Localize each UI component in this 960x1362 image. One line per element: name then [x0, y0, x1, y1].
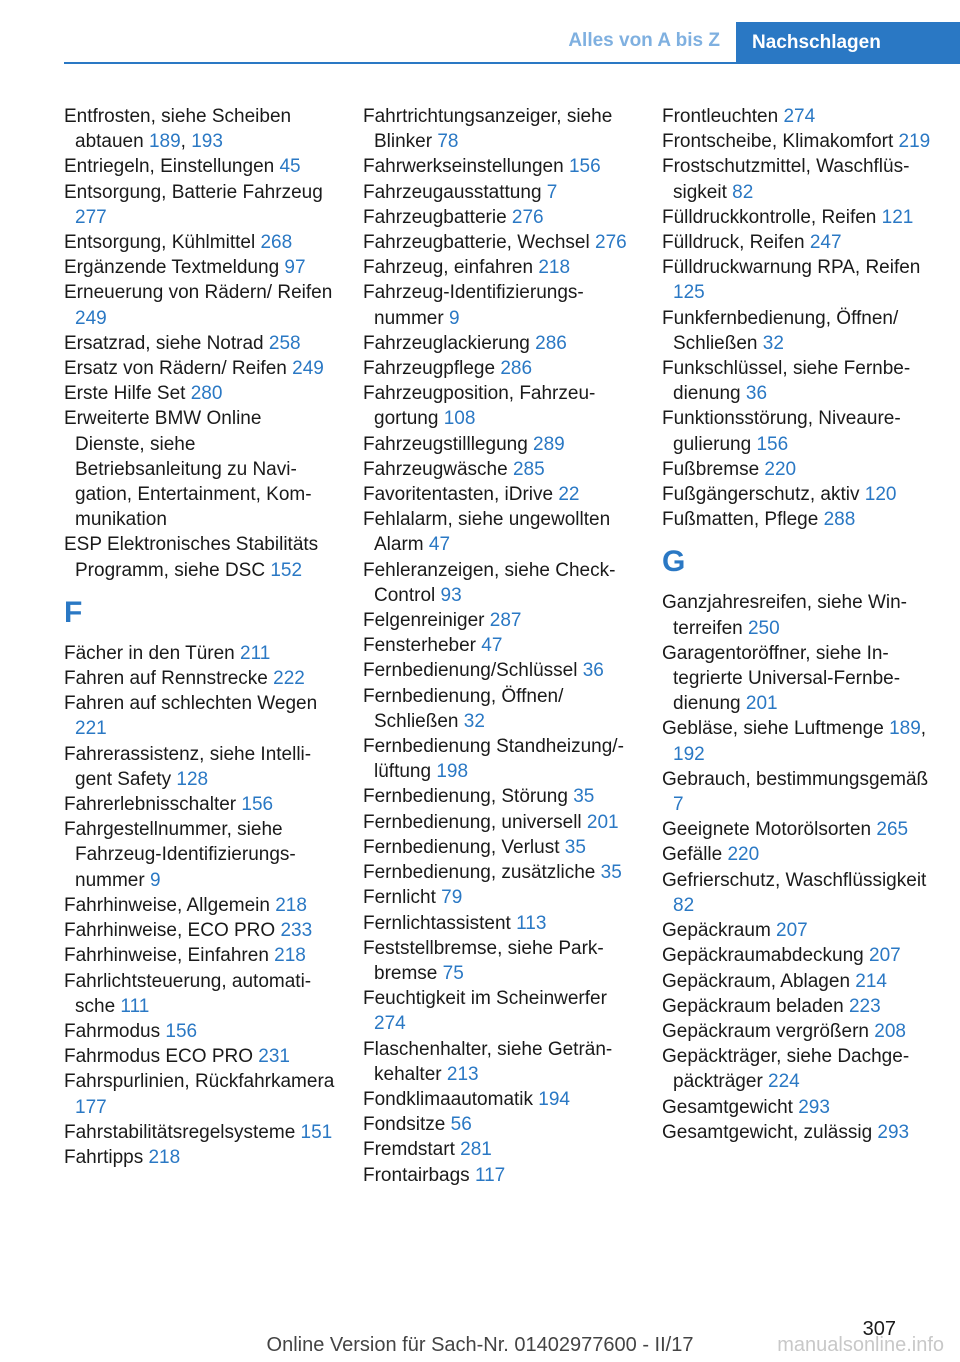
- index-entry: [662, 1019, 934, 1044]
- index-entry-text: Fahrzeugwäsche: [363, 458, 513, 480]
- index-entry-text: Fahrerassistenz, siehe Intelligent Safety: [64, 743, 312, 790]
- index-entry-text: Feuchtigkeit im Scheinwerfer: [363, 988, 607, 1010]
- page-link[interactable]: 268: [260, 232, 293, 254]
- index-entry: [363, 1037, 635, 1087]
- index-entry-text: Geeignete Motorölsorten: [662, 819, 877, 841]
- page-separator: ,: [920, 718, 927, 740]
- index-entry-text: Ganzjahresreifen, siehe Winterreifen: [662, 592, 907, 639]
- index-entry-text: Fülldruckkontrolle, Reifen: [662, 206, 882, 228]
- page-link[interactable]: 9: [149, 869, 161, 891]
- index-entry: [662, 306, 934, 356]
- page-link[interactable]: 293: [798, 1096, 830, 1118]
- page-link[interactable]: 218: [538, 257, 571, 279]
- page-link[interactable]: 151: [300, 1121, 333, 1143]
- index-entry-text: Erneuerung von Rädern/ Reifen: [64, 282, 333, 304]
- index-entry: [363, 1163, 635, 1188]
- index-entry: [64, 918, 336, 943]
- page-link[interactable]: 274: [374, 1013, 406, 1035]
- index-entry: [363, 1087, 635, 1112]
- index-entry: [64, 104, 336, 154]
- page-link[interactable]: 125: [673, 282, 705, 304]
- index-entry-text: Frostschutzmittel, Waschflüssigkeit: [662, 156, 910, 203]
- index-entry-text: Felgenreiniger: [363, 610, 490, 632]
- index-entry: [363, 835, 635, 860]
- page-link[interactable]: 286: [535, 332, 567, 354]
- index-entry-text: Fahrzeugposition, Fahrzeugortung: [363, 383, 596, 430]
- index-entry: [64, 154, 336, 179]
- index-entry: [64, 641, 336, 666]
- index-entry: [64, 817, 336, 893]
- index-entry-text: Fremdstart: [363, 1139, 461, 1161]
- page-link[interactable]: 32: [762, 332, 784, 354]
- index-entry-text: Fahrzeugbatterie, Wechsel: [363, 232, 595, 254]
- index-entry-text: Fondklimaautomatik: [363, 1088, 539, 1110]
- page-link[interactable]: 36: [582, 660, 604, 682]
- page-link[interactable]: 249: [75, 307, 107, 329]
- page-link[interactable]: 221: [75, 718, 107, 740]
- index-entry: [363, 280, 635, 330]
- section-tab[interactable]: Nachschlagen: [736, 22, 960, 64]
- index-entry-text: Gefälle: [662, 844, 728, 866]
- index-entry: [662, 356, 934, 406]
- index-entry-text: Fußbremse: [662, 458, 765, 480]
- index-entry-text: Fahrzeugausstattung: [363, 181, 547, 203]
- page-link[interactable]: 224: [768, 1071, 800, 1093]
- index-entry: [662, 482, 934, 507]
- page-link[interactable]: 189: [889, 718, 921, 740]
- index-entry-text: Fehlalarm, siehe ungewollten Alarm: [363, 509, 611, 556]
- index-entry: [363, 784, 635, 809]
- page-link[interactable]: 93: [440, 584, 462, 606]
- page-link[interactable]: 35: [573, 786, 595, 808]
- index-entry-text: Fahrspurlinien, Rückfahrkamera: [64, 1071, 335, 1093]
- index-entry-text: Fernbedienung Standheizung/-lüftung: [363, 736, 624, 783]
- index-entry: [662, 716, 934, 766]
- index-entry: [64, 792, 336, 817]
- page-link[interactable]: 36: [745, 383, 768, 405]
- index-entry: [662, 129, 934, 154]
- page-link[interactable]: 120: [864, 484, 897, 506]
- page-link[interactable]: 82: [673, 894, 695, 916]
- page-link[interactable]: 247: [809, 232, 842, 254]
- page-link[interactable]: 285: [512, 458, 545, 480]
- index-entry: [64, 1145, 336, 1170]
- index-entry: [363, 633, 635, 658]
- index-entry: [64, 691, 336, 741]
- index-entry-text: Fahrhinweise, Einfahren: [64, 945, 275, 967]
- breadcrumb[interactable]: Alles von A bis Z: [568, 30, 720, 51]
- page-link[interactable]: 189: [148, 131, 181, 153]
- index-entry: [363, 331, 635, 356]
- index-entry: [662, 641, 934, 717]
- index-entry-text: Entfrosten, siehe Scheiben abtauen: [64, 106, 292, 153]
- page-link[interactable]: 258: [268, 332, 301, 354]
- page-link[interactable]: 32: [463, 710, 485, 732]
- index-entry-text: Fernbedienung, Störung: [363, 786, 574, 808]
- index-entry: [363, 381, 635, 431]
- index-entry-text: Fahren auf schlechten Wegen: [64, 693, 318, 715]
- index-entry: [64, 893, 336, 918]
- page-link[interactable]: 207: [776, 920, 808, 942]
- page-link[interactable]: 201: [745, 693, 778, 715]
- watermark: manualsonline.info: [777, 1334, 944, 1356]
- index-entry-text: Gefrierschutz, Waschflüssigkeit: [662, 869, 927, 891]
- page-link[interactable]: 288: [823, 509, 856, 531]
- page-link[interactable]: 286: [500, 358, 533, 380]
- index-entry-text: Fahrmodus: [64, 1020, 166, 1042]
- index-entry: [64, 280, 336, 330]
- index-entry-text: Gepäckträger, siehe Dachgepäckträger: [662, 1046, 910, 1093]
- page-link[interactable]: 79: [441, 887, 463, 909]
- index-entry-text: Fülldruckwarnung RPA, Reifen: [662, 257, 921, 279]
- index-entry-text: Fensterheber: [363, 635, 482, 657]
- index-entry-text: Fahrmodus ECO PRO: [64, 1046, 259, 1068]
- index-entry: [662, 1044, 934, 1094]
- page-link[interactable]: 97: [284, 257, 306, 279]
- page-link[interactable]: 82: [732, 181, 754, 203]
- index-entry-text: Frontscheibe, Klimakomfort: [662, 131, 899, 153]
- footer-text: Online Version für Sach-Nr. 01402977600 - II/17: [266, 1334, 694, 1356]
- index-entry-text: Gesamtgewicht: [662, 1096, 799, 1118]
- index-entry: [363, 507, 635, 557]
- index-entry: [363, 154, 635, 179]
- page-link[interactable]: 111: [120, 995, 150, 1017]
- page-link[interactable]: 47: [481, 635, 503, 657]
- page-link[interactable]: 9: [448, 307, 460, 329]
- page-link[interactable]: 218: [148, 1146, 181, 1168]
- index-entry: [662, 842, 934, 867]
- page-link[interactable]: 45: [279, 156, 301, 178]
- index-entry-text: Erweiterte BMW Online Dienste, siehe Betriebsanleitung zu Navigation, Entertainment, Kommunikation: [64, 408, 312, 531]
- index-entry-text: Ergänzende Textmeldung: [64, 257, 285, 279]
- page-link[interactable]: 280: [190, 383, 223, 405]
- index-entry: [64, 666, 336, 691]
- index-entry: [64, 742, 336, 792]
- page-link[interactable]: 218: [274, 945, 306, 967]
- index-entry-text: Fahrzeugpflege: [363, 358, 501, 380]
- page-link[interactable]: 108: [443, 408, 476, 430]
- index-entry: [64, 532, 336, 582]
- index-entry: [64, 331, 336, 356]
- index-entry: [363, 432, 635, 457]
- index-entry: [662, 255, 934, 305]
- index-entry-text: Fernbedienung, zusätzliche: [363, 862, 601, 884]
- index-entry-text: Fahrgestellnummer, siehe Fahrzeug-Identifizierungsnummer: [64, 819, 296, 891]
- index-entry-text: Fahrzeuglackierung: [363, 332, 536, 354]
- index-entry: [662, 767, 934, 817]
- index-letter-heading: G: [662, 545, 686, 579]
- page-link[interactable]: 7: [546, 181, 558, 203]
- page-link[interactable]: 211: [240, 642, 271, 664]
- index-entry-text: Fahrerlebnisschalter: [64, 794, 242, 816]
- index-entry: [64, 1019, 336, 1044]
- index-entry: [662, 943, 934, 968]
- page-link[interactable]: 220: [764, 458, 797, 480]
- index-entry-text: Gebläse, siehe Luftmenge: [662, 718, 890, 740]
- page-link[interactable]: 207: [869, 945, 901, 967]
- index-entry: [363, 658, 635, 683]
- index-column-3: [662, 104, 934, 1145]
- index-entry: [64, 1069, 336, 1119]
- index-entry-text: Fahrtrichtungsanzeiger, siehe Blinker: [363, 106, 613, 153]
- index-entry: [662, 817, 934, 842]
- index-entry: [662, 507, 934, 532]
- index-entry-text: Fahrwerkseinstellungen: [363, 156, 569, 178]
- index-entry-text: ESP Elektronisches Stabilitäts Programm, siehe DSC: [64, 534, 319, 581]
- index-entry-text: Gesamtgewicht, zulässig: [662, 1121, 878, 1143]
- index-entry-text: Fernbedienung/Schlüssel: [363, 660, 583, 682]
- index-entry: [363, 230, 635, 255]
- page-link[interactable]: 220: [727, 844, 760, 866]
- index-entry: [363, 684, 635, 734]
- page-link[interactable]: 56: [450, 1114, 472, 1136]
- page-link[interactable]: 22: [558, 484, 580, 506]
- index-entry: [64, 180, 336, 230]
- index-entry-text: Feststellbremse, siehe Parkbremse: [363, 937, 604, 984]
- index-entry-text: Flaschenhalter, siehe Getränkehalter: [363, 1038, 613, 1085]
- index-entry-text: Gebrauch, bestimmungsgemäß: [662, 768, 929, 790]
- index-entry-text: Gepäckraumabdeckung: [662, 945, 870, 967]
- page-link[interactable]: 231: [258, 1046, 290, 1068]
- index-entry-text: Gepäckraum beladen: [662, 995, 849, 1017]
- page-link[interactable]: 121: [881, 206, 914, 228]
- index-entry: [64, 255, 336, 280]
- page-link[interactable]: 213: [446, 1063, 479, 1085]
- page-link[interactable]: 47: [428, 534, 451, 556]
- index-entry-text: Fahrstabilitätsregelsysteme: [64, 1121, 301, 1143]
- page-link[interactable]: 156: [568, 156, 601, 178]
- index-entry-text: Gepäckraum vergrößern: [662, 1020, 875, 1042]
- page-link[interactable]: 265: [876, 819, 909, 841]
- page-link[interactable]: 75: [442, 962, 464, 984]
- index-entry-text: Fehleranzeigen, siehe Check-Control: [363, 559, 616, 606]
- page-link[interactable]: 192: [673, 743, 705, 765]
- index-entry: [363, 1112, 635, 1137]
- page-link[interactable]: 177: [75, 1096, 107, 1118]
- index-entry: [363, 180, 635, 205]
- page-link[interactable]: 223: [848, 995, 881, 1017]
- index-entry: [363, 482, 635, 507]
- page-link[interactable]: 277: [75, 206, 107, 228]
- index-entry-text: Ersatzrad, siehe Notrad: [64, 332, 269, 354]
- index-letter-heading: F: [64, 595, 83, 629]
- index-entry: [363, 457, 635, 482]
- index-entry: [662, 154, 934, 204]
- index-entry-text: Fahren auf Rennstrecke: [64, 668, 274, 690]
- index-entry: [363, 205, 635, 230]
- page-link[interactable]: 156: [241, 794, 274, 816]
- page-link[interactable]: 35: [600, 862, 622, 884]
- page-link[interactable]: 218: [275, 894, 307, 916]
- page-separator: ,: [180, 131, 192, 153]
- page-link[interactable]: 233: [280, 920, 313, 942]
- page-link[interactable]: 274: [783, 106, 816, 127]
- index-entry-text: Entriegeln, Einstellungen: [64, 156, 280, 178]
- index-entry: [363, 885, 635, 910]
- index-entry: [662, 457, 934, 482]
- page-link[interactable]: 117: [474, 1164, 506, 1186]
- index-entry-text: Ersatz von Rädern/ Reifen: [64, 358, 293, 380]
- index-column-1: [64, 104, 336, 1170]
- page-link[interactable]: 193: [191, 131, 223, 153]
- index-entry: [64, 943, 336, 968]
- page-link[interactable]: 7: [673, 794, 684, 816]
- index-entry-text: Fahrhinweise, ECO PRO: [64, 920, 281, 942]
- index-entry-text: Fernlichtassistent: [363, 912, 517, 934]
- index-entry: [662, 918, 934, 943]
- index-entry-text: Favoritentasten, iDrive: [363, 484, 559, 506]
- page-link[interactable]: 35: [564, 836, 586, 858]
- index-entry: [363, 734, 635, 784]
- index-entry: [363, 104, 635, 154]
- index-entry-text: Fülldruck, Reifen: [662, 232, 810, 254]
- index-entry: [363, 356, 635, 381]
- index-entry: [64, 1044, 336, 1069]
- index-entry-text: Fahrzeug, einfahren: [363, 257, 539, 279]
- index-entry-text: Fernbedienung, universell: [363, 811, 587, 833]
- index-entry-text: Fußgängerschutz, aktiv: [662, 484, 865, 506]
- page-number: 307: [862, 1318, 896, 1340]
- page-link[interactable]: 293: [877, 1121, 910, 1143]
- index-entry-text: Fußmatten, Pflege: [662, 509, 824, 531]
- page-link[interactable]: 152: [270, 559, 303, 581]
- index-entry: [64, 969, 336, 1019]
- page-link[interactable]: 156: [756, 433, 789, 455]
- index-entry: [363, 936, 635, 986]
- index-entry-text: Fernbedienung, Verlust: [363, 836, 565, 858]
- index-entry-text: Fahrtipps: [64, 1146, 149, 1168]
- index-entry: [363, 860, 635, 885]
- index-entry: [662, 969, 934, 994]
- index-entry-text: Fahrzeug-Identifizierungsnummer: [363, 282, 584, 329]
- index-entry-text: Gepäckraum: [662, 920, 777, 942]
- index-entry: [64, 356, 336, 381]
- index-entry-text: Frontairbags: [363, 1164, 475, 1186]
- page-link[interactable]: 287: [489, 610, 522, 632]
- index-entry-text: Entsorgung, Kühlmittel: [64, 232, 261, 254]
- index-entry: [363, 810, 635, 835]
- page-link[interactable]: 214: [855, 970, 887, 992]
- index-entry-text: Fahrhinweise, Allgemein: [64, 894, 276, 916]
- index-entry: [363, 1137, 635, 1162]
- page-link[interactable]: 222: [273, 668, 305, 690]
- index-entry: [64, 381, 336, 406]
- page-link[interactable]: 156: [165, 1020, 198, 1042]
- index-entry: [662, 994, 934, 1019]
- index-entry: [662, 230, 934, 255]
- index-entry-text: Fahrlichtsteuerung, automatische: [64, 970, 312, 1017]
- index-entry: [363, 558, 635, 608]
- page-link[interactable]: 208: [874, 1020, 906, 1042]
- page-link[interactable]: 78: [437, 131, 459, 153]
- page-link[interactable]: 281: [460, 1139, 492, 1161]
- index-entry: [363, 255, 635, 280]
- index-entry: [662, 104, 934, 129]
- page-link[interactable]: 249: [292, 358, 324, 380]
- index-entry: [363, 608, 635, 633]
- index-entry: [64, 230, 336, 255]
- index-entry-text: Fahrzeugbatterie: [363, 206, 512, 228]
- index-entry-text: Erste Hilfe Set: [64, 383, 191, 405]
- index-entry: [662, 868, 934, 918]
- index-entry-text: Funkschlüssel, siehe Fernbedienung: [662, 358, 911, 405]
- index-entry: [363, 911, 635, 936]
- index-entry: [662, 590, 934, 640]
- page-link[interactable]: 289: [533, 433, 565, 455]
- page-link[interactable]: 276: [595, 232, 627, 254]
- page-link[interactable]: 194: [538, 1088, 570, 1110]
- index-entry: [662, 406, 934, 456]
- index-entry: [64, 1120, 336, 1145]
- page-link[interactable]: 201: [586, 811, 619, 833]
- index-entry-text: Entsorgung, Batterie Fahrzeug: [64, 181, 323, 203]
- index-entry-text: Fahrzeugstilllegung: [363, 433, 534, 455]
- index-entry: [64, 406, 336, 532]
- index-column-2: [363, 104, 635, 1188]
- index-entry: [662, 1120, 934, 1145]
- page-link[interactable]: 128: [176, 768, 209, 790]
- index-entry-text: Funkfernbedienung, Öffnen/ Schließen: [662, 307, 899, 354]
- index-entry-text: Funktionsstörung, Niveauregulierung: [662, 408, 901, 455]
- index-entry-text: Gepäckraum, Ablagen: [662, 970, 856, 992]
- page-link[interactable]: 198: [436, 761, 469, 783]
- index-entry-text: Fernlicht: [363, 887, 442, 909]
- index-entry-text: Frontleuchten: [662, 106, 784, 127]
- index-entry-text: Fernbedienung, Öffnen/ Schließen: [363, 685, 564, 732]
- page-link[interactable]: 276: [511, 206, 544, 228]
- index-entry-text: Garagentoröffner, siehe Integrierte Universal-Fernbedienung: [662, 642, 901, 715]
- index-entry: [662, 1095, 934, 1120]
- page-link[interactable]: 219: [898, 131, 931, 153]
- page-link[interactable]: 113: [516, 912, 547, 934]
- page-link[interactable]: 250: [747, 617, 780, 639]
- index-entry: [363, 986, 635, 1036]
- index-entry-text: Fondsitze: [363, 1114, 451, 1136]
- index-entry-text: Fächer in den Türen: [64, 642, 241, 664]
- index-entry: [662, 205, 934, 230]
